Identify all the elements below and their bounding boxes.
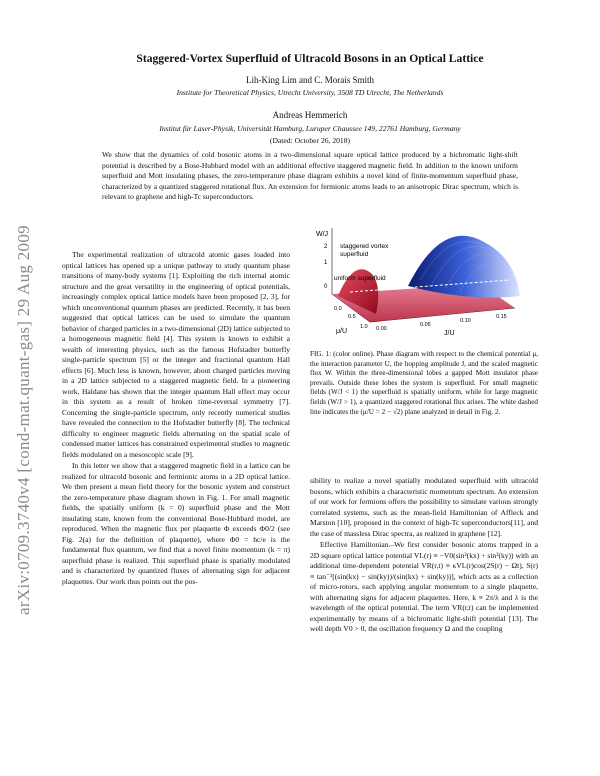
figure-1-caption: FIG. 1: (color online). Phase diagram with respect to the chemical potential μ, the interaction parameter U, the hopping amplitude J, and the scaled magnetic flux W. Within the three-dimensional lobes a gapped Mott insulator phase prevails. Outside these lobes the system is superfluid. For small magnetic fields (W/J < 1) the superfluid is spatially uniform, while for large magnetic fields (W/J > 1), a quantized staggered rotational flux arises. The white dashed line indicates the (μ/U = 2 − √2) plane analyzed in detail in Fig. 2.: [310, 350, 538, 416]
mu-tick: 0.5: [348, 314, 356, 320]
mu-tick: 0.0: [334, 306, 342, 312]
authors-line-2: Andreas Hemmerich: [272, 110, 348, 120]
paragraph: Effective Hamiltonian.–We first consider bosonic atoms trapped in a 2D square optical lattice potential VL(r) ≡ −V0(sin²(kx) + sin²(ky)) with an additional time-dependent potential VR(r,t) ≡ κVL(r)cos(2S(r) − Ωt), S(r) ≡ tan⁻¹[(sin(kx) − sin(ky))/(sin(kx) + sin(ky))], which acts as a collection of micro-rotors, each applying angular momentum to a single plaquette, with alternating signs for adjacent plaquettes. Here, k ≡ 2π/λ and λ is the wavelength of the optical potential. The term VR(r,t) can be implemented experimentally by means of a bichromatic light-shift potential [13]. The well depth V0 > 0, the oscillation frequency Ω and the coupling: [310, 540, 538, 633]
staggered-label-line-1: staggered vortex: [340, 243, 389, 250]
w-tick: 1: [324, 260, 328, 266]
phase-diagram-svg: [310, 222, 542, 338]
dated-line: (Dated: October 26, 2018): [269, 136, 351, 145]
paragraph: The experimental realization of ultracold atomic gases loaded into optical lattices has opened up a unique pathway to study quantum phase transitions of many-body systems [1]. Exploiting the rich internal atomic structure and the great versatility in the engineering of optical potentials, increasingly complex optical lattice models have been proposed [2, 3], for which unconventional quantum phases are predicted. Recently, it has been suggested that optical lattices can be used to simulate the quantum behavior of charged particles in a two-dimensional (2D) lattice subjected to a homogeneous magnetic field [4]. This system is known to exhibit a wealth of interesting physics, such as the famous Hofstadter butterfly single-particle spectrum [5] or the integer and fractional quantum Hall effects [6]. Much less is known, however, about charged particles moving in a 2D lattice subjected to a staggered magnetic field. In a pioneering work, Haldane has shown that the integer quantum Hall effect may occur in this system as a result of broken time-reversal symmetry [7]. Concerning the single-particle spectrum, only recently numerical studies have revealed the connection to the Hofstadter butterfly [8]. The technical difficulty to engineer magnetic fields alternating on the spatial scale of condensed matter lattices has constrained experimental studies to magnetic fields modulated on a mesoscopic scale [9].: [62, 250, 290, 459]
affiliation-1: Institute for Theoretical Physics, Utrecht University, 3508 TD Utrecht, The Netherlands: [176, 88, 444, 97]
w-axis-label: W/J: [316, 231, 329, 238]
mu-tick: 1.0: [360, 324, 368, 330]
mott-lobe-blue: [408, 236, 520, 298]
w-tick: 2: [324, 244, 328, 250]
left-column: [62, 250, 290, 587]
j-tick: 0.00: [376, 326, 387, 332]
uniform-label: uniform superfluid: [334, 275, 386, 282]
paragraph: sibility to realize a novel spatially modulated superfluid with ultracold bosons, which exhibits a characteristic momentum spectrum. An extension of our work for fermions offers the possibility to simulate various strongly correlated systems, such as the mean-field Hamiltonian of Affleck and Marston [10], proposed in the context of high-Tc superconductors[11], and the case of massless Dirac spectra, as realized in graphene [12].: [310, 476, 538, 538]
j-axis-label: J/U: [444, 330, 455, 337]
abstract: We show that the dynamics of cold bosonic atoms in a two-dimensional square optical lattice produced by a bichromatic light-shift potential is described by a Bose-Hubbard model with an additional effective staggered magnetic field. In addition to the known uniform superfluid and Mott insulating phases, the zero-temperature phase diagram exhibits a novel kind of finite-momentum superfluid phase, characterized by a quantized staggered rotational flux. An extension for fermionic atoms leads to an anisotropic Dirac spectrum, which is relevant to graphene and high-Tc superconductors.: [102, 150, 518, 202]
paper-title: Staggered-Vortex Superfluid of Ultracold Bosons in an Optical Lattice: [136, 52, 484, 65]
figure-1-phase-diagram: [310, 222, 542, 338]
j-tick: 0.05: [420, 322, 431, 328]
arxiv-margin-stamp: [0, 160, 54, 680]
affiliation-2: Institut für Laser-Physik, Universität Hamburg, Luruper Chaussee 149, 22761 Hamburg, Germany: [159, 124, 461, 133]
j-tick: 0.10: [460, 318, 471, 324]
authors-line-1: Lih-King Lim and C. Morais Smith: [246, 75, 374, 85]
w-tick: 0: [324, 284, 328, 290]
mu-axis-label: μ/U: [336, 328, 348, 335]
arxiv-identifier: arXiv:0709.3740v4 [cond-mat.quant-gas] 29 Aug 2009: [14, 225, 33, 615]
j-tick: 0.15: [496, 314, 507, 320]
paragraph: In this letter we show that a staggered magnetic field in a lattice can be realized for ultracold bosonic and fermionic atoms in a 2D optical lattice. We then present a mean field theory for the bosonic system and construct the zero-temperature phase diagram shown in Fig. 1. For small magnetic fields, the spatially uniform (k = 0) superfluid phase and the Mott insulating state, known from the conventional Bose-Hubbard model, are reproduced. When the magnetic flux per plaquette Φ exceeds Φ0/2 (see Fig. 2(a) for the definition of plaquette), where Φ0 = hc/e is the fundamental flux quantum, we find that a novel finite momentum (k = π) superfluid phase is realized. This superfluid phase is spatially modulated and is characterized by quantized fluxes of alternating sign for adjacent plaquettes. Our work thus points out the pos-: [62, 461, 290, 586]
staggered-label-line-2: superfluid: [340, 251, 369, 258]
right-column: [310, 476, 538, 635]
